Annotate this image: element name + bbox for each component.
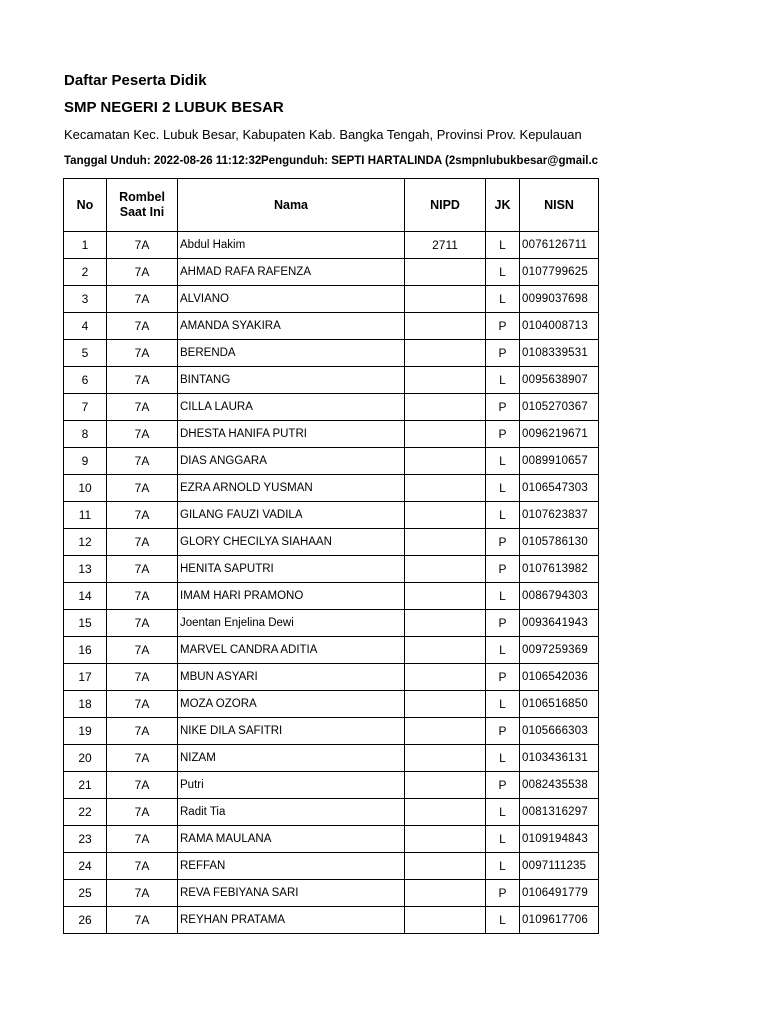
cell-jk: P (486, 772, 520, 799)
cell-no: 17 (64, 664, 107, 691)
table-row (64, 556, 599, 583)
cell-nama: EZRA ARNOLD YUSMAN (178, 475, 405, 502)
cell-nisn: 0109194843 (520, 826, 599, 853)
cell-rombel: 7A (107, 799, 178, 826)
cell-nipd (405, 718, 486, 745)
table-row (64, 367, 599, 394)
cell-rombel: 7A (107, 475, 178, 502)
downloader: Pengunduh: SEPTI HARTALINDA (2smpnlubukbesar@gmail.c (261, 155, 599, 167)
table-row (64, 799, 599, 826)
table-row (64, 232, 599, 259)
cell-no: 9 (64, 448, 107, 475)
cell-nipd (405, 502, 486, 529)
cell-nisn: 0097111235 (520, 853, 599, 880)
cell-jk: L (486, 799, 520, 826)
cell-no: 15 (64, 610, 107, 637)
cell-nipd (405, 907, 486, 934)
cell-nipd (405, 475, 486, 502)
cell-nama: RAMA MAULANA (178, 826, 405, 853)
cell-no: 5 (64, 340, 107, 367)
cell-rombel: 7A (107, 583, 178, 610)
cell-jk: L (486, 583, 520, 610)
cell-nipd (405, 529, 486, 556)
cell-no: 11 (64, 502, 107, 529)
table-row (64, 529, 599, 556)
header-nipd: NIPD (405, 179, 486, 232)
cell-nipd (405, 880, 486, 907)
table-row (64, 718, 599, 745)
cell-nisn: 0086794303 (520, 583, 599, 610)
cell-nipd (405, 583, 486, 610)
cell-nisn: 0076126711 (520, 232, 599, 259)
cell-no: 4 (64, 313, 107, 340)
cell-rombel: 7A (107, 637, 178, 664)
cell-nisn: 0081316297 (520, 799, 599, 826)
cell-nama: AHMAD RAFA RAFENZA (178, 259, 405, 286)
cell-nisn: 0106516850 (520, 691, 599, 718)
cell-nisn: 0106491779 (520, 880, 599, 907)
header-no: No (64, 179, 107, 232)
cell-nipd (405, 313, 486, 340)
table-row (64, 826, 599, 853)
cell-jk: L (486, 448, 520, 475)
cell-nama: Putri (178, 772, 405, 799)
cell-jk: L (486, 475, 520, 502)
table-row (64, 610, 599, 637)
cell-nipd (405, 853, 486, 880)
cell-rombel: 7A (107, 718, 178, 745)
cell-nama: REFFAN (178, 853, 405, 880)
cell-nisn: 0097259369 (520, 637, 599, 664)
cell-nisn: 0105786130 (520, 529, 599, 556)
cell-nama: BERENDA (178, 340, 405, 367)
cell-jk: L (486, 502, 520, 529)
document-title: Daftar Peserta Didik (64, 72, 207, 89)
cell-no: 3 (64, 286, 107, 313)
cell-no: 2 (64, 259, 107, 286)
download-info (64, 155, 606, 173)
cell-nama: HENITA SAPUTRI (178, 556, 405, 583)
cell-rombel: 7A (107, 745, 178, 772)
cell-nama: Joentan Enjelina Dewi (178, 610, 405, 637)
cell-nipd (405, 610, 486, 637)
cell-nama: Abdul Hakim (178, 232, 405, 259)
cell-jk: P (486, 556, 520, 583)
cell-nisn: 0103436131 (520, 745, 599, 772)
cell-jk: L (486, 637, 520, 664)
cell-nisn: 0089910657 (520, 448, 599, 475)
table-row (64, 448, 599, 475)
cell-nama: ALVIANO (178, 286, 405, 313)
cell-rombel: 7A (107, 691, 178, 718)
cell-jk: P (486, 394, 520, 421)
cell-jk: P (486, 610, 520, 637)
table-row (64, 772, 599, 799)
cell-rombel: 7A (107, 286, 178, 313)
school-name: SMP NEGERI 2 LUBUK BESAR (64, 99, 284, 116)
cell-no: 14 (64, 583, 107, 610)
cell-nisn: 0106542036 (520, 664, 599, 691)
cell-no: 7 (64, 394, 107, 421)
cell-nisn: 0107799625 (520, 259, 599, 286)
cell-no: 24 (64, 853, 107, 880)
cell-no: 10 (64, 475, 107, 502)
cell-nisn: 0105270367 (520, 394, 599, 421)
cell-rombel: 7A (107, 448, 178, 475)
cell-no: 1 (64, 232, 107, 259)
cell-no: 13 (64, 556, 107, 583)
cell-no: 12 (64, 529, 107, 556)
cell-rombel: 7A (107, 907, 178, 934)
location-line: Kecamatan Kec. Lubuk Besar, Kabupaten Kab. Bangka Tengah, Provinsi Prov. Kepulauan (64, 127, 582, 142)
cell-rombel: 7A (107, 259, 178, 286)
table-row (64, 745, 599, 772)
cell-nisn: 0104008713 (520, 313, 599, 340)
cell-jk: L (486, 232, 520, 259)
cell-jk: P (486, 340, 520, 367)
table-row (64, 421, 599, 448)
table-row (64, 583, 599, 610)
cell-nisn: 0108339531 (520, 340, 599, 367)
cell-nama: GILANG FAUZI VADILA (178, 502, 405, 529)
cell-nipd (405, 691, 486, 718)
cell-nipd (405, 556, 486, 583)
cell-nipd (405, 367, 486, 394)
cell-nama: BINTANG (178, 367, 405, 394)
header-rombel-line2: Saat Ini (119, 205, 165, 219)
cell-nipd (405, 448, 486, 475)
table-header-row (64, 179, 599, 232)
cell-nama: DIAS ANGGARA (178, 448, 405, 475)
cell-jk: L (486, 826, 520, 853)
cell-no: 23 (64, 826, 107, 853)
cell-nipd (405, 286, 486, 313)
table-row (64, 340, 599, 367)
table-row (64, 259, 599, 286)
cell-jk: L (486, 745, 520, 772)
cell-nipd (405, 772, 486, 799)
header-nama: Nama (178, 179, 405, 232)
cell-no: 22 (64, 799, 107, 826)
cell-rombel: 7A (107, 556, 178, 583)
cell-nama: Radit Tia (178, 799, 405, 826)
cell-nipd: 2711 (405, 232, 486, 259)
cell-no: 21 (64, 772, 107, 799)
cell-nipd (405, 664, 486, 691)
cell-nama: MBUN ASYARI (178, 664, 405, 691)
cell-nisn: 0109617706 (520, 907, 599, 934)
cell-jk: L (486, 367, 520, 394)
cell-rombel: 7A (107, 340, 178, 367)
cell-rombel: 7A (107, 826, 178, 853)
cell-nama: REYHAN PRATAMA (178, 907, 405, 934)
cell-rombel: 7A (107, 853, 178, 880)
cell-nama: IMAM HARI PRAMONO (178, 583, 405, 610)
table-body (64, 232, 599, 934)
cell-jk: P (486, 313, 520, 340)
cell-rombel: 7A (107, 313, 178, 340)
table-row (64, 286, 599, 313)
header-rombel (107, 179, 178, 232)
cell-rombel: 7A (107, 529, 178, 556)
cell-nipd (405, 745, 486, 772)
cell-jk: L (486, 286, 520, 313)
header-jk: JK (486, 179, 520, 232)
cell-nipd (405, 826, 486, 853)
table-row (64, 907, 599, 934)
cell-rombel: 7A (107, 880, 178, 907)
cell-nisn: 0082435538 (520, 772, 599, 799)
cell-nama: GLORY CHECILYA SIAHAAN (178, 529, 405, 556)
cell-nipd (405, 637, 486, 664)
cell-nama: MARVEL CANDRA ADITIA (178, 637, 405, 664)
header-rombel-line1: Rombel (119, 190, 165, 204)
cell-jk: P (486, 664, 520, 691)
cell-jk: L (486, 259, 520, 286)
cell-rombel: 7A (107, 772, 178, 799)
cell-nama: REVA FEBIYANA SARI (178, 880, 405, 907)
cell-rombel: 7A (107, 367, 178, 394)
cell-nama: CILLA LAURA (178, 394, 405, 421)
cell-nipd (405, 799, 486, 826)
cell-nama: MOZA OZORA (178, 691, 405, 718)
cell-rombel: 7A (107, 502, 178, 529)
table-row (64, 502, 599, 529)
cell-jk: P (486, 880, 520, 907)
cell-jk: L (486, 691, 520, 718)
cell-nisn: 0107623837 (520, 502, 599, 529)
cell-no: 18 (64, 691, 107, 718)
cell-no: 8 (64, 421, 107, 448)
cell-nisn: 0105666303 (520, 718, 599, 745)
cell-no: 26 (64, 907, 107, 934)
table-row (64, 880, 599, 907)
cell-nipd (405, 340, 486, 367)
table-row (64, 853, 599, 880)
table-row (64, 475, 599, 502)
cell-jk: P (486, 718, 520, 745)
cell-rombel: 7A (107, 421, 178, 448)
cell-no: 16 (64, 637, 107, 664)
student-table (63, 178, 599, 934)
cell-nama: NIZAM (178, 745, 405, 772)
cell-jk: P (486, 421, 520, 448)
cell-jk: L (486, 907, 520, 934)
table-row (64, 637, 599, 664)
cell-nipd (405, 421, 486, 448)
cell-rombel: 7A (107, 394, 178, 421)
cell-no: 6 (64, 367, 107, 394)
cell-jk: L (486, 853, 520, 880)
cell-nisn: 0099037698 (520, 286, 599, 313)
cell-nama: NIKE DILA SAFITRI (178, 718, 405, 745)
download-date: Tanggal Unduh: 2022-08-26 11:12:32 (64, 155, 262, 167)
cell-nisn: 0093641943 (520, 610, 599, 637)
cell-nama: DHESTA HANIFA PUTRI (178, 421, 405, 448)
cell-no: 19 (64, 718, 107, 745)
cell-nisn: 0095638907 (520, 367, 599, 394)
cell-nisn: 0107613982 (520, 556, 599, 583)
table-row (64, 691, 599, 718)
table-row (64, 664, 599, 691)
header-nisn: NISN (520, 179, 599, 232)
table-row (64, 394, 599, 421)
cell-rombel: 7A (107, 664, 178, 691)
cell-no: 20 (64, 745, 107, 772)
cell-nipd (405, 259, 486, 286)
cell-nisn: 0096219671 (520, 421, 599, 448)
cell-jk: P (486, 529, 520, 556)
cell-nipd (405, 394, 486, 421)
table-row (64, 313, 599, 340)
cell-rombel: 7A (107, 610, 178, 637)
cell-no: 25 (64, 880, 107, 907)
cell-nama: AMANDA SYAKIRA (178, 313, 405, 340)
cell-rombel: 7A (107, 232, 178, 259)
cell-nisn: 0106547303 (520, 475, 599, 502)
